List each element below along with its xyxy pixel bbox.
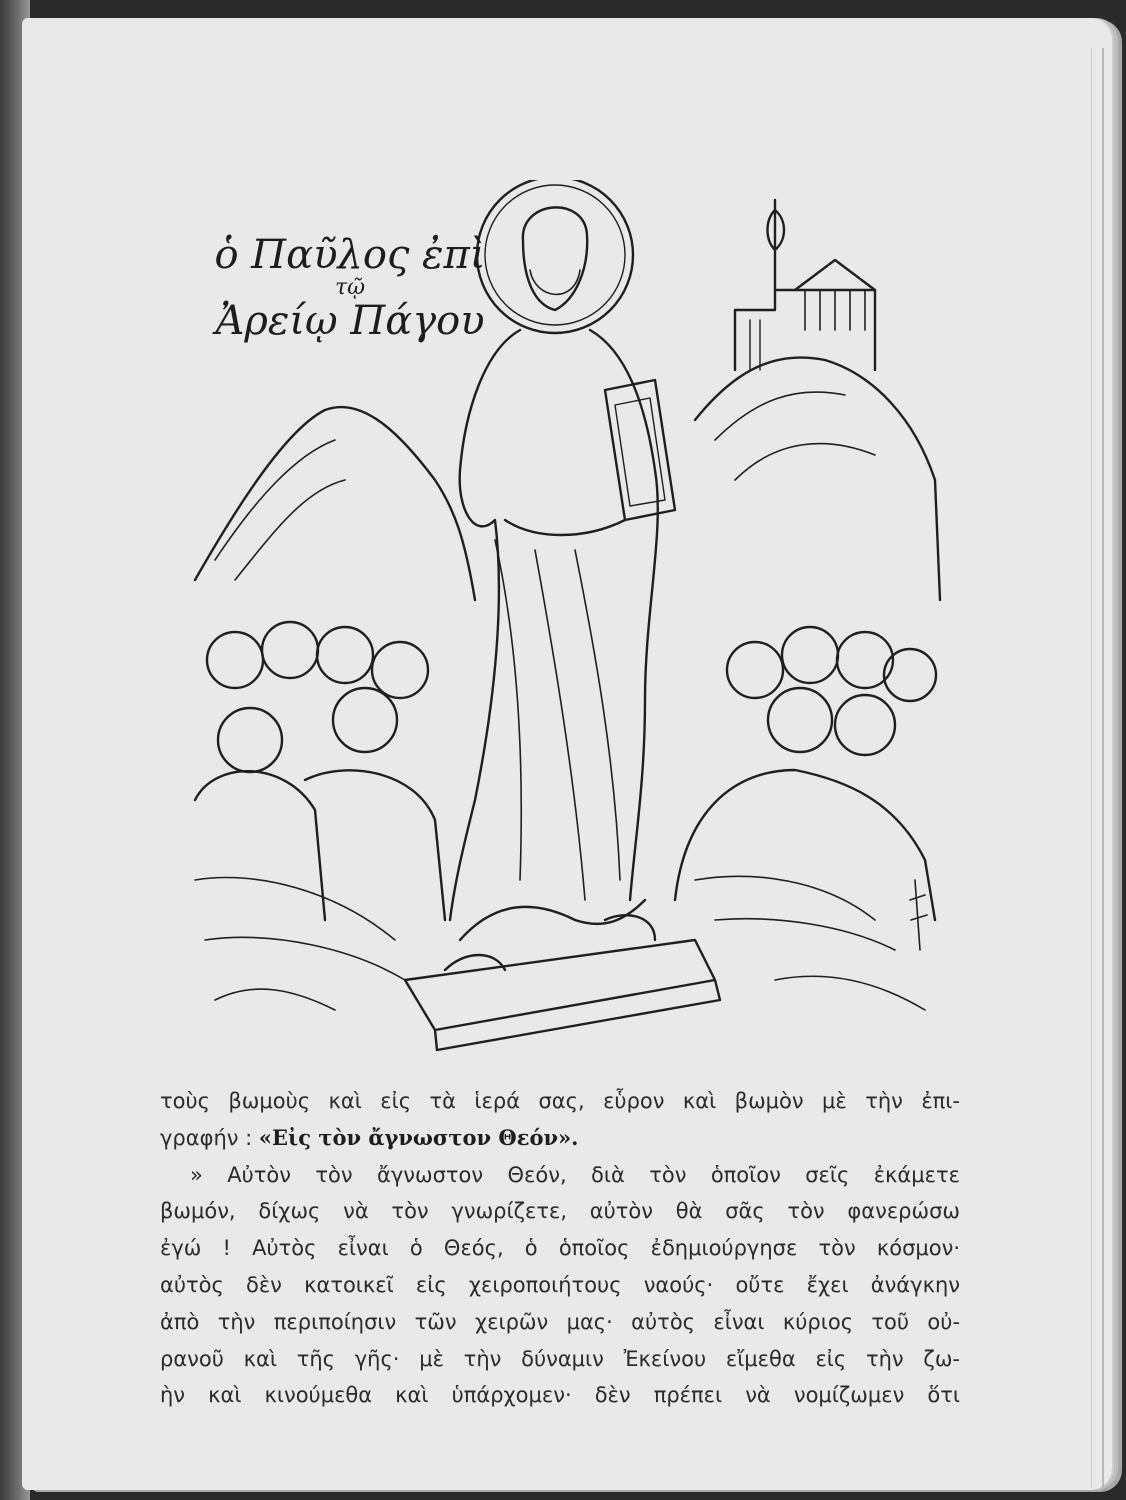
- illustration-inscription: [205, 232, 495, 344]
- text-fragment: γραφήν :: [160, 1125, 259, 1150]
- acropolis-drawing: [735, 200, 875, 370]
- right-hill-contour: [715, 392, 875, 480]
- left-hill-contour: [215, 440, 345, 580]
- text-line: ἀπὸ τὴν περιποίησιν τῶν χειρῶν μας· αὐτὸς εἶναι κύριος τοῦ οὐ-: [160, 1309, 960, 1334]
- pedestal-drawing: [405, 940, 720, 1050]
- text-line: αὐτὸς δὲν κατοικεῖ εἰς χειροποιήτους ναούς· οὔτε ἔχει ἀνάγκην: [160, 1272, 960, 1297]
- right-hill-drawing: [695, 358, 940, 601]
- ground-plants-drawing: [215, 880, 927, 1010]
- body-text: [160, 1083, 960, 1414]
- left-hill-drawing: [195, 407, 475, 600]
- inscription-line-1: ὁ Παῦλος ἐπὶ: [214, 232, 486, 278]
- text-line: [160, 1120, 960, 1157]
- left-crowd-drawing: [195, 622, 445, 980]
- inscription-quote: «Εἰς τὸν ἄγνωστον Θεόν».: [258, 1124, 579, 1150]
- text-line: ὴν καὶ κινούμεθα καὶ ὑπάρχομεν· δὲν πρέπει νὰ νομίζωμεν ὅτι: [160, 1383, 960, 1408]
- text-line: ρανοῦ καὶ τῆς γῆς· μὲ τὴν δύναμιν Ἐκείνου εἴμεθα εἰς τὴν ζω-: [160, 1346, 960, 1371]
- page-stack-edges: [1091, 48, 1104, 1488]
- saint-robe-drawing: [450, 330, 658, 940]
- text-line: βωμόν, δίχως νὰ τὸν γνωρίζετε, αὐτὸν θὰ σᾶς τὸν φανερώσω: [160, 1199, 960, 1224]
- inscription-line-3: Ἀρείῳ Πάγου: [215, 298, 485, 344]
- inscription-line-2: τῷ: [334, 275, 366, 300]
- right-crowd-drawing: [675, 627, 936, 950]
- text-line: » Αὐτὸν τὸν ἄγνωστον Θεόν, διὰ τὸν ὁποῖον σεῖς ἐκάμετε: [190, 1162, 960, 1187]
- text-line: ἐγώ ! Αὐτὸς εἶναι ὁ Θεός, ὁ ὁποῖος ἐδημιούργησε τὸν κόσμον·: [160, 1236, 960, 1261]
- text-line: τοὺς βωμοὺς καὶ εἰς τὰ ἱερά σας, εὗρον καὶ βωμὸν μὲ τὴν ἐπι-: [160, 1089, 960, 1113]
